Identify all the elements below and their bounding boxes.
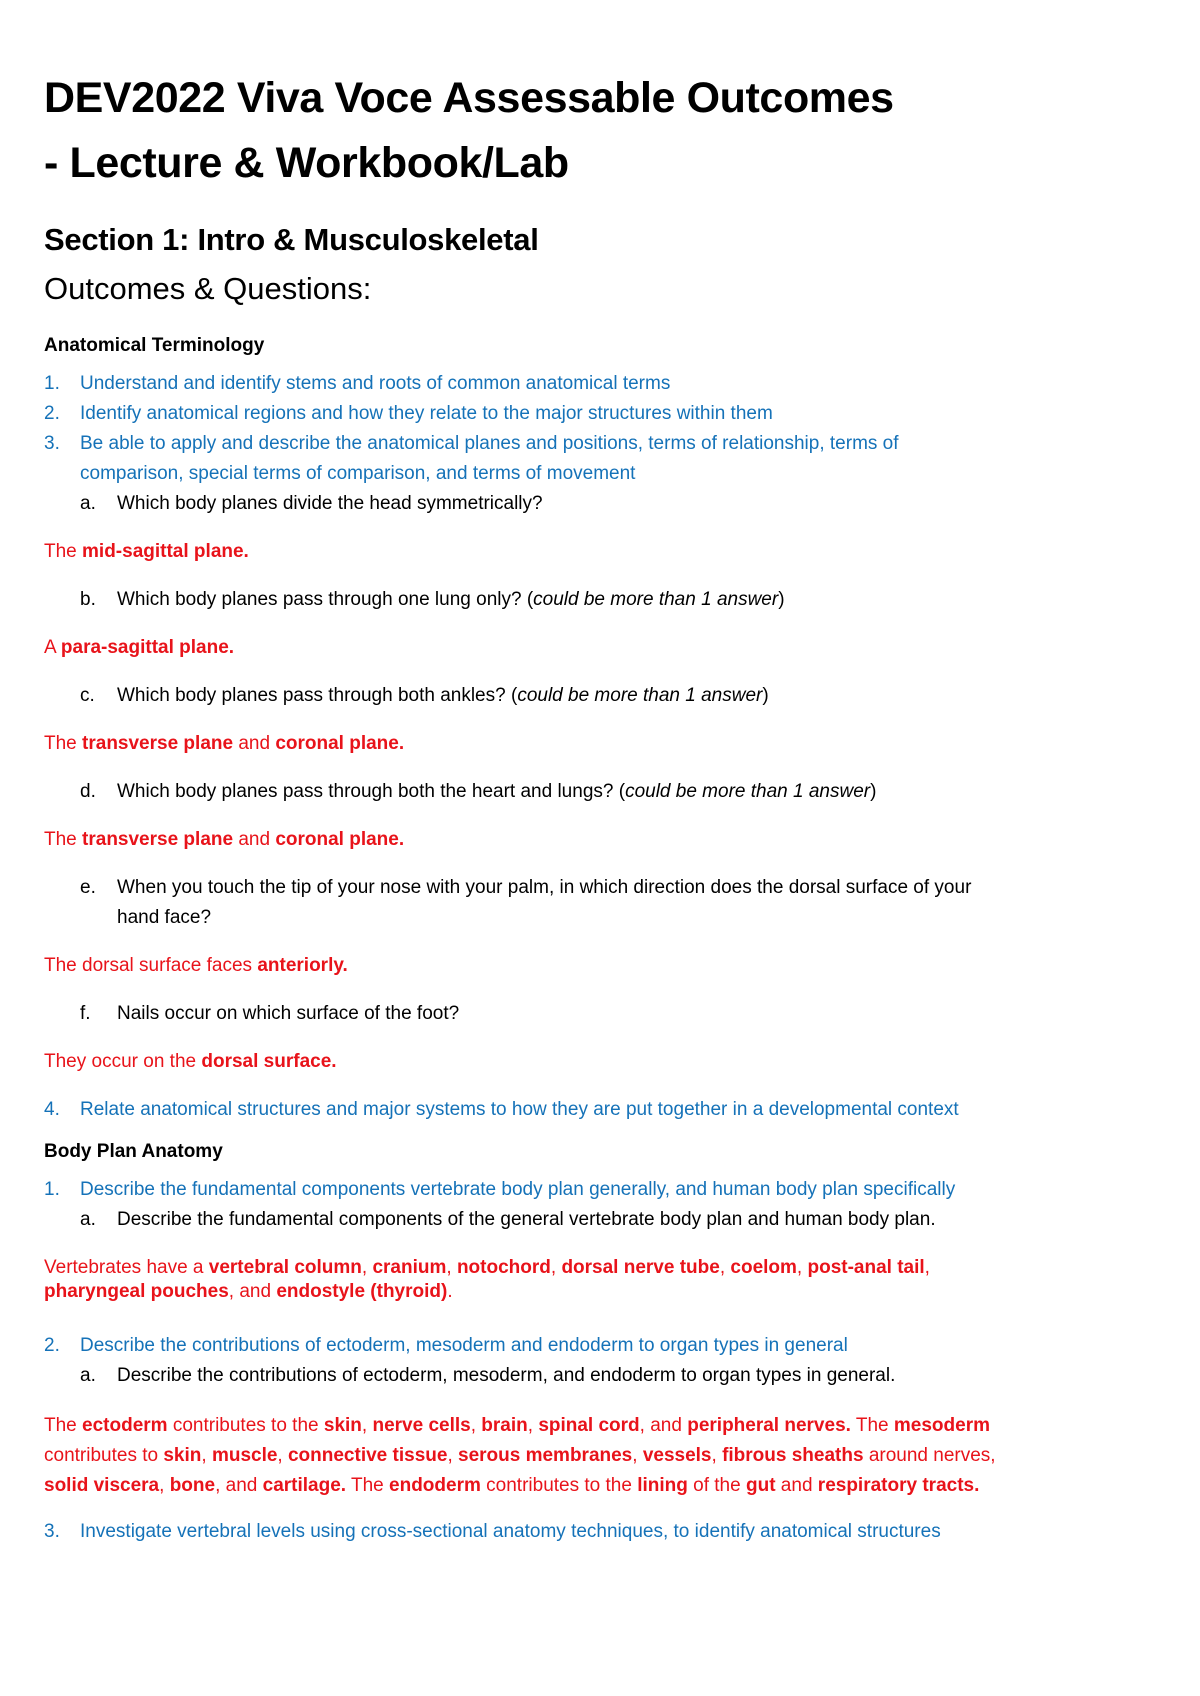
- answer-text: The transverse plane and coronal plane.: [44, 733, 405, 754]
- document-title-line2: - Lecture & Workbook/Lab: [44, 139, 569, 187]
- question-text: Which body planes pass through one lung only? (could be more than 1 answer): [117, 589, 785, 610]
- answer-text: The mid-sagittal plane.: [44, 541, 249, 562]
- outcome-text: Be able to apply and describe the anatomical planes and positions, terms of relationship, terms of: [80, 433, 899, 454]
- answer-text: The transverse plane and coronal plane.: [44, 829, 405, 850]
- question-letter: c.: [80, 685, 95, 706]
- answer-text: The dorsal surface faces anteriorly.: [44, 955, 348, 976]
- answer-text: The ectoderm contributes to the skin, nerve cells, brain, spinal cord, and peripheral nerves. The mesoderm contributes to skin, muscle, connective tissue, serous membranes, vessels, fibrous sheaths around nerves, solid viscera, bone, and cartilage. The endoderm contributes to the lining of the gut and respiratory tracts.: [44, 1415, 996, 1496]
- outcome-number: 3.: [44, 433, 60, 454]
- outcome-text: Describe the fundamental components vertebrate body plan generally, and human body plan specifically: [80, 1179, 956, 1200]
- outcome-number: 3.: [44, 1521, 60, 1542]
- question-text: Nails occur on which surface of the foot?: [117, 1003, 460, 1024]
- question-letter: d.: [80, 781, 96, 802]
- outcome-number: 1.: [44, 1179, 60, 1200]
- section-subheading: Outcomes & Questions:: [44, 271, 372, 306]
- answer-text: Vertebrates have a vertebral column, cranium, notochord, dorsal nerve tube, coelom, post-anal tail, pharyngeal pouches, and endostyle (thyroid).: [44, 1257, 930, 1302]
- category-heading-anatomical-terminology: Anatomical Terminology: [44, 335, 265, 356]
- question-text-continued: hand face?: [117, 907, 212, 928]
- category-heading-body-plan: Body Plan Anatomy: [44, 1141, 223, 1162]
- outcome-number: 1.: [44, 373, 60, 394]
- outcome-text: Describe the contributions of ectoderm, mesoderm and endoderm to organ types in general: [80, 1335, 848, 1356]
- question-letter: a.: [80, 493, 96, 514]
- question-letter: a.: [80, 1365, 96, 1386]
- question-letter: f.: [80, 1003, 91, 1024]
- question-text: Describe the fundamental components of the general vertebrate body plan and human body plan.: [117, 1209, 936, 1230]
- outcome-text: Investigate vertebral levels using cross-sectional anatomy techniques, to identify anatomical structures: [80, 1521, 941, 1542]
- question-letter: b.: [80, 589, 96, 610]
- answer-text: They occur on the dorsal surface.: [44, 1051, 337, 1072]
- question-text: Describe the contributions of ectoderm, mesoderm, and endoderm to organ types in general.: [117, 1365, 896, 1386]
- question-letter: a.: [80, 1209, 96, 1230]
- outcome-number: 4.: [44, 1099, 60, 1120]
- question-text: Which body planes pass through both the heart and lungs? (could be more than 1 answer): [117, 781, 877, 802]
- outcome-text: Identify anatomical regions and how they relate to the major structures within them: [80, 403, 773, 424]
- question-text: Which body planes divide the head symmetrically?: [117, 493, 543, 514]
- question-letter: e.: [80, 877, 96, 898]
- outcome-text-continued: comparison, special terms of comparison, and terms of movement: [80, 463, 636, 484]
- answer-text: A para-sagittal plane.: [44, 637, 235, 658]
- outcome-text: Understand and identify stems and roots of common anatomical terms: [80, 373, 671, 394]
- question-text: Which body planes pass through both ankles? (could be more than 1 answer): [117, 685, 769, 706]
- outcome-number: 2.: [44, 403, 60, 424]
- document-title-line1: DEV2022 Viva Voce Assessable Outcomes: [44, 74, 894, 122]
- section-heading: Section 1: Intro & Musculoskeletal: [44, 222, 539, 257]
- question-text: When you touch the tip of your nose with your palm, in which direction does the dorsal surface of your: [117, 877, 972, 898]
- outcome-number: 2.: [44, 1335, 60, 1356]
- outcome-text: Relate anatomical structures and major systems to how they are put together in a developmental context: [80, 1099, 959, 1120]
